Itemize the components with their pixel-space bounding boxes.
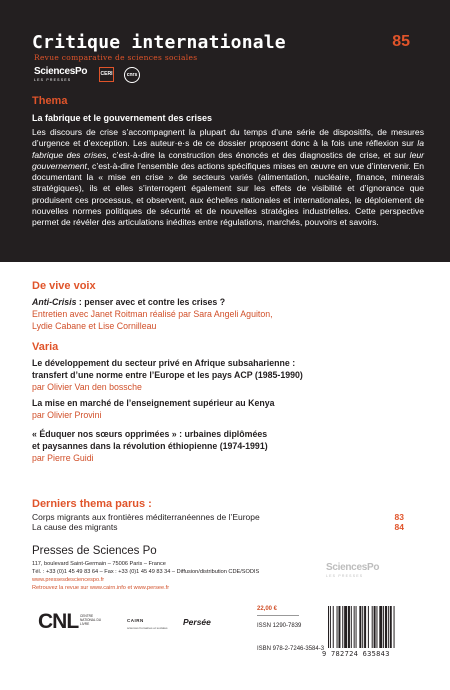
cairn-logo: CAIRN — [127, 618, 144, 623]
varia-item-title-line: transfert d’une norme entre l’Europe et les pays ACP (1985-1990) — [32, 370, 303, 380]
thema-text-part: Les discours de crise s’accompagnent la plupart du temps d’une série de dispositifs, de mesures d’urgence et d’exception. Les auteur·e·s de ce dossier proposent donc à la fois une réflexion sur — [32, 127, 424, 149]
sciencespo-logo-grey — [326, 563, 379, 578]
derniers-item-title: La cause des migrants — [32, 522, 118, 532]
varia-item-title-line: La mise en marché de l’enseignement supérieur au Kenya — [32, 398, 275, 408]
varia-item-author: par Pierre Guidi — [32, 453, 94, 463]
sciencespo-logo — [34, 67, 87, 82]
derniers-item-number: 84 — [394, 522, 404, 532]
varia-item-title-line: Le développement du secteur privé en Afrique subsaharienne : — [32, 358, 296, 368]
vive-voix-title-italic: Anti-Crisis — [32, 297, 77, 307]
varia-heading: Varia — [32, 341, 59, 353]
vive-voix-author-line: Lydie Cabane et Lise Cornilleau — [32, 321, 157, 331]
sciencespo-logo-sub: LES PRESSES — [326, 574, 364, 578]
issue-number: 85 — [392, 33, 410, 50]
vive-voix-title — [32, 297, 422, 309]
varia-item-author: par Olivier Provini — [32, 410, 102, 420]
publisher-address: 117, boulevard Saint-Germain – 75006 Paris – France — [32, 561, 166, 567]
cnl-logo: CNL — [38, 610, 79, 633]
persee-logo: Persée — [183, 617, 211, 627]
cairn-logo-sub: sciences humaines et sociales — [127, 626, 168, 630]
journal-title: Critique internationale — [32, 32, 286, 53]
publisher-name: Presses de Sciences Po — [32, 545, 157, 557]
thema-text-italic: la fabrique des crises — [32, 138, 424, 160]
thema-text-italic: leur gouvernement — [32, 149, 424, 171]
derniers-item-number: 83 — [394, 512, 404, 522]
cnrs-logo: cnrs — [124, 67, 140, 83]
ceri-logo: CERI — [99, 67, 114, 82]
varia-item-author: par Olivier Van den bossche — [32, 382, 142, 392]
journal-subtitle: Revue comparative de sciences sociales — [34, 53, 198, 62]
publisher-website-link[interactable]: www.pressesdesciencespo.fr — [32, 577, 105, 583]
vive-voix-author-line: Entretien avec Janet Roitman réalisé par Sara Angeli Aguiton, — [32, 309, 273, 319]
varia-item-title-line: « Éduquer nos sœurs opprimées » : urbaines diplômées — [32, 429, 268, 439]
cnl-logo-sub: CENTRE NATIONAL DU LIVRE — [80, 614, 102, 626]
vive-voix-heading: De vive voix — [32, 280, 96, 292]
isbn: ISBN 978-2-7246-3584-3 — [257, 646, 325, 652]
publisher-online-note: Retrouvez la revue sur www.cairn.info et www.persee.fr — [32, 585, 170, 591]
barcode-digits: 9 782724 635843 — [322, 650, 390, 658]
thema-title: La fabrique et le gouvernement des crises — [32, 113, 213, 123]
issn: ISSN 1290-7839 — [257, 623, 302, 629]
varia-item-title-line: et paysannes dans la révolution éthiopienne (1974-1991) — [32, 441, 268, 451]
thema-text-part: , c’est-à-dire la construction des énoncés et des diagnostics de crise, et sur — [106, 149, 410, 160]
thema-heading: Thema — [32, 95, 68, 107]
derniers-item — [32, 512, 404, 522]
derniers-item — [32, 522, 404, 532]
publisher-phone: Tél. : +33 (0)1 45 49 83 64 – Fax : +33 (0)1 45 49 83 34 – Diffusion/distribution CDE/SODIS — [32, 569, 260, 575]
vive-voix-title-rest: : penser avec et contre les crises ? — [76, 297, 226, 307]
price-divider — [257, 615, 299, 616]
sciencespo-logo-text: SciencesPo — [326, 562, 380, 573]
sciencespo-logo-text: SciencesPo — [34, 66, 88, 77]
barcode-icon — [328, 606, 414, 648]
thema-description — [32, 127, 424, 229]
derniers-item-title: Corps migrants aux frontières méditerranéennes de l’Europe — [32, 512, 260, 522]
sciencespo-logo-sub: LES PRESSES — [34, 78, 72, 82]
header-panel — [0, 0, 450, 262]
derniers-heading: Derniers thema parus : — [32, 498, 152, 510]
thema-text-part: , c’est-à-dire l’ensemble des actions spécifiques mises en œuvre en vue d’intervenir. En documentant la « mise en crise » de secteurs variés (alimentation, nucléaire, finance, minerais stratégiques), ils et elles s’interrogent également sur les effets de visibilité et d’ignorance que produisent ces processus, et observent, aux échelles nationales et internationales, le déploiement de nouvelles normes politiques de sécurité et de nouvelles stratégies industrielles. Cette perspective permet de révéler des articulations inédites entre régulations, marchés, pouvoirs et savoirs. — [32, 160, 424, 228]
price: 22,00 € — [257, 606, 278, 612]
